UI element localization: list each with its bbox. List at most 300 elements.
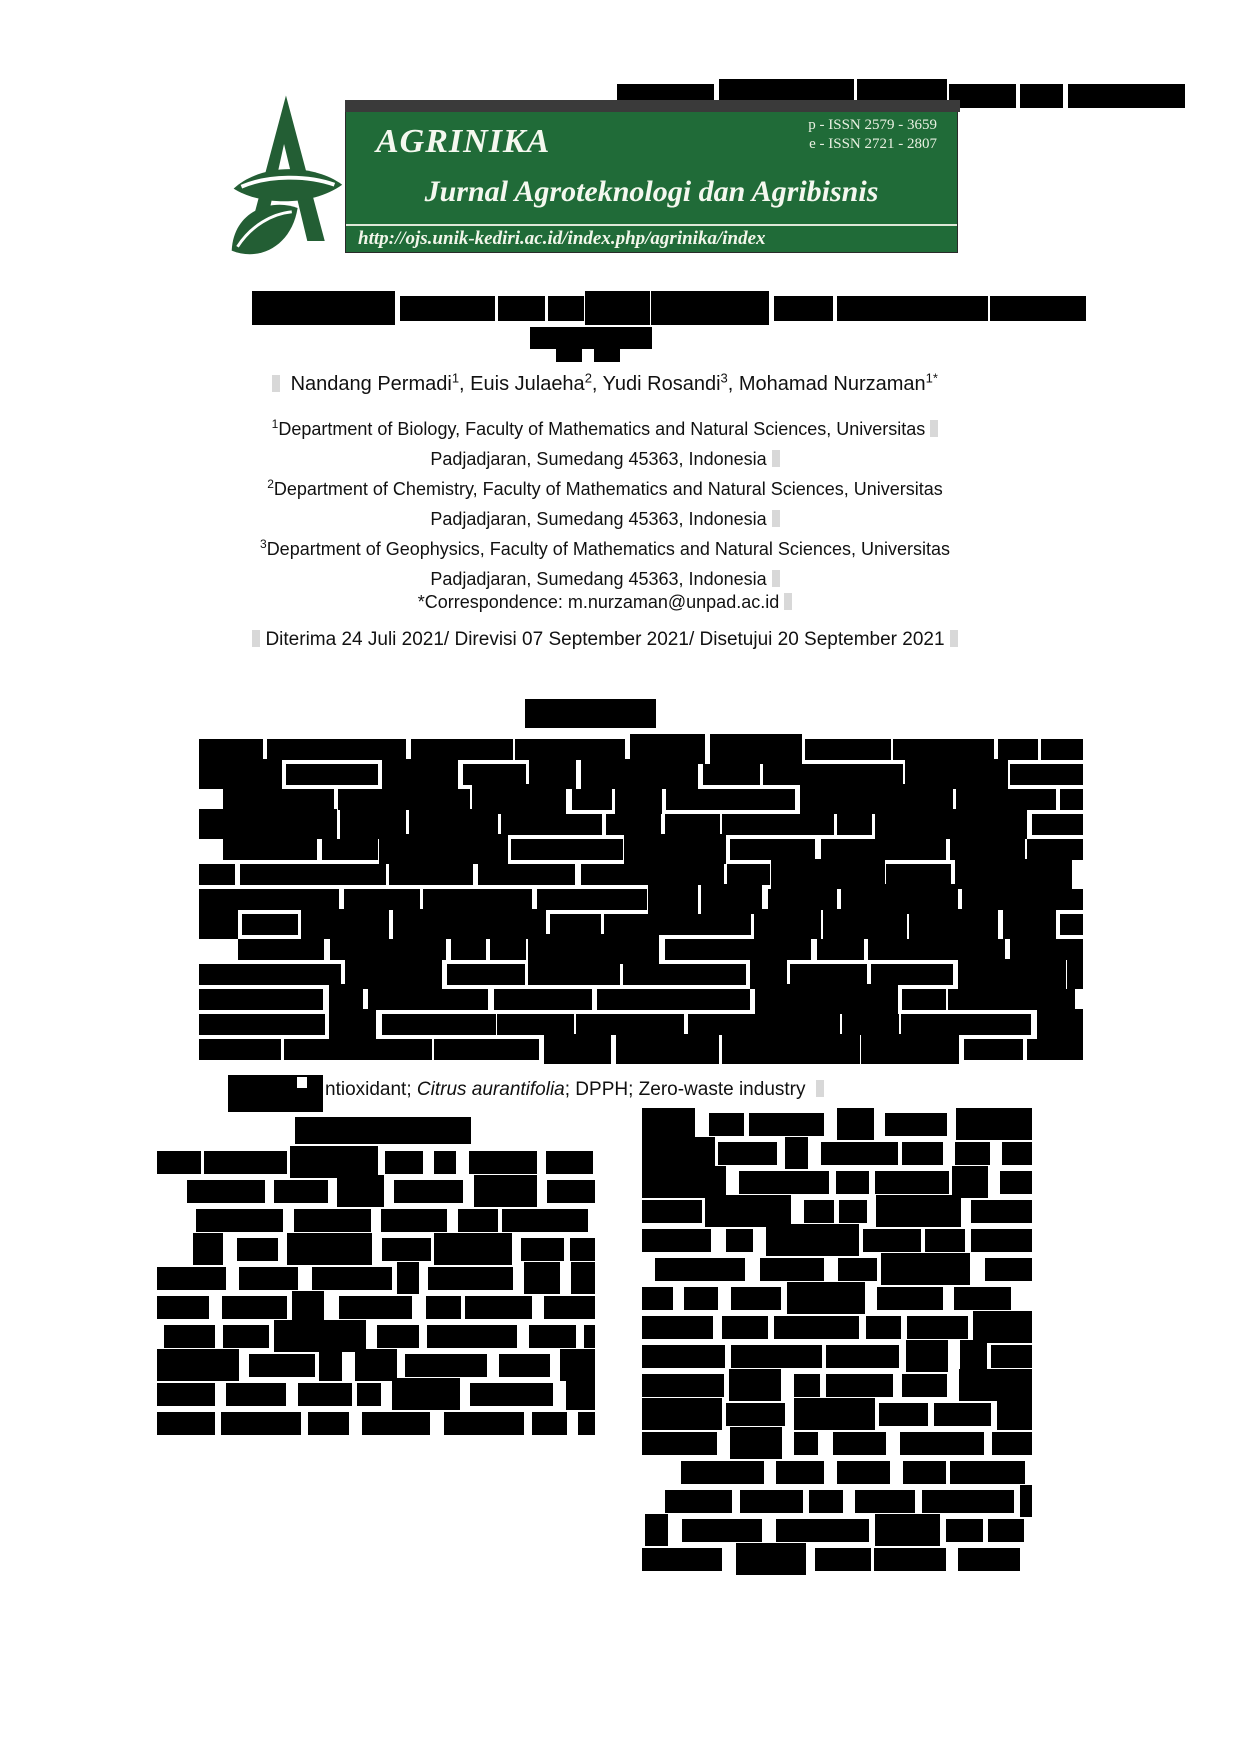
banner-top-border <box>345 100 960 112</box>
redaction-block <box>749 1113 824 1136</box>
redaction-block <box>394 1180 462 1203</box>
redaction-block <box>655 1258 745 1281</box>
redaction-gap <box>1083 789 1088 810</box>
redaction-block <box>730 1427 782 1459</box>
redaction-gap <box>1083 939 1087 960</box>
redaction-block <box>434 1151 456 1174</box>
redaction-block <box>973 1311 1032 1343</box>
redaction-block <box>763 764 903 785</box>
redaction-gap <box>695 1113 709 1136</box>
author-1: Nandang Permadi$^1$ <box>290 370 460 395</box>
redaction-gap <box>806 1548 814 1571</box>
redaction-block <box>863 1229 921 1252</box>
redaction-row <box>157 1267 595 1290</box>
redaction-block <box>1020 1485 1032 1517</box>
redaction-block <box>900 1432 984 1455</box>
redaction-block <box>204 1151 287 1174</box>
redaction-gap <box>595 1354 607 1377</box>
redaction-gap <box>524 1412 532 1435</box>
redaction-gap <box>970 1258 985 1281</box>
redaction-block <box>411 739 513 760</box>
redaction-block <box>199 864 235 885</box>
redaction-gap <box>512 1238 521 1261</box>
received-revised-accepted-dates: Diterima 24 Juli 2021/ Direvisi 07 September 2021/ Disetujui 20 September 2021 <box>150 629 1060 651</box>
redaction-block <box>790 964 867 985</box>
redaction-block <box>774 1316 859 1339</box>
redaction-gap <box>593 1151 604 1174</box>
redaction-block <box>1027 839 1082 860</box>
redaction-block <box>881 1253 970 1285</box>
redaction-row <box>199 814 1083 835</box>
redaction-block <box>292 1291 325 1323</box>
redaction-gap <box>673 1287 684 1310</box>
redaction-block <box>286 764 379 785</box>
redaction-gap <box>1083 739 1086 760</box>
redaction-block <box>490 939 527 960</box>
redaction-block <box>451 939 486 960</box>
redaction-block <box>164 1325 216 1348</box>
redaction-gap <box>215 1325 222 1348</box>
redaction-block <box>222 1296 286 1319</box>
redaction-row <box>642 1287 1032 1310</box>
redaction-block <box>385 1151 424 1174</box>
redaction-gap <box>595 1296 601 1319</box>
journal-url-row <box>346 224 957 252</box>
redaction-gap <box>419 1325 427 1348</box>
redaction-gap <box>412 1296 425 1319</box>
redaction-gap <box>1032 1142 1044 1165</box>
redaction-gap <box>791 1200 804 1223</box>
redaction-block <box>1032 814 1083 835</box>
redaction-gap <box>463 1180 474 1203</box>
redaction-block <box>1003 909 1056 939</box>
redaction-block <box>529 1325 576 1348</box>
redaction-block <box>1041 739 1083 760</box>
redaction-gap <box>517 1325 528 1348</box>
redaction-block <box>199 909 238 939</box>
redaction-block <box>833 1432 886 1455</box>
author-3-affiliation-sup: 3 <box>720 370 728 385</box>
redaction-gap <box>762 1519 777 1542</box>
redaction-block <box>393 909 546 939</box>
redaction-gap <box>1083 1014 1086 1035</box>
redaction-row <box>199 914 1083 935</box>
redaction-row <box>157 1151 595 1174</box>
redaction-gap <box>283 1209 294 1232</box>
redaction-block <box>368 989 488 1010</box>
redaction-block <box>344 889 420 910</box>
redaction-row <box>642 1403 1032 1426</box>
redaction-block <box>389 864 473 885</box>
redaction-block <box>821 1142 897 1165</box>
redaction-row <box>642 1171 1032 1194</box>
redaction-gap <box>384 1180 395 1203</box>
redaction-gap <box>157 1325 164 1348</box>
redaction-block <box>249 1354 315 1377</box>
redaction-block <box>739 1171 830 1194</box>
redaction-gap <box>943 1142 955 1165</box>
redaction-gap <box>818 1432 833 1455</box>
redaction-block <box>866 1316 901 1339</box>
redaction-block <box>731 1287 781 1310</box>
redaction-block <box>221 1412 302 1435</box>
redaction-block <box>877 1287 944 1310</box>
redaction-block <box>616 1034 719 1064</box>
redaction-block <box>550 914 601 935</box>
redaction-row <box>199 789 1083 810</box>
redaction-block <box>294 1209 371 1232</box>
keywords-line <box>325 1079 824 1101</box>
redaction-gap <box>223 1238 237 1261</box>
redaction-gap <box>1083 889 1087 910</box>
redaction-block <box>838 1258 877 1281</box>
redaction-block <box>971 1229 1032 1252</box>
redaction-gap <box>843 1490 855 1513</box>
author-1-affiliation-sup: 1 <box>451 370 460 385</box>
redaction-block <box>874 1548 946 1571</box>
redaction-block <box>604 914 750 935</box>
redaction-gap <box>668 1519 682 1542</box>
redaction-block <box>355 1349 397 1381</box>
redaction-block <box>423 889 533 910</box>
redaction-gap <box>824 1113 837 1136</box>
redaction-gap <box>230 296 252 321</box>
redaction-block <box>909 909 998 939</box>
redaction-block <box>624 834 726 864</box>
redaction-block <box>382 759 458 789</box>
redaction-gap <box>867 1200 876 1223</box>
redaction-block <box>397 1262 419 1294</box>
redaction-block <box>948 989 1076 1010</box>
redaction-block <box>903 1461 947 1484</box>
redaction-block <box>463 764 525 785</box>
redaction-block <box>606 814 661 835</box>
redaction-block <box>223 1325 270 1348</box>
redaction-block <box>731 1345 822 1368</box>
redaction-block <box>1027 1039 1083 1060</box>
redaction-block <box>665 814 720 835</box>
redaction-block <box>925 1229 965 1252</box>
redaction-gap <box>1032 1171 1045 1194</box>
redaction-block <box>434 1039 539 1060</box>
redacted-article-title-line2-tail <box>556 349 582 362</box>
redaction-block <box>223 839 318 860</box>
redaction-block <box>1010 764 1082 785</box>
redaction-row <box>642 1461 1032 1484</box>
redaction-block <box>642 1287 673 1310</box>
redaction-gap <box>984 1432 992 1455</box>
redaction-block <box>515 739 625 760</box>
redaction-gap <box>886 1432 900 1455</box>
redaction-block <box>322 839 378 860</box>
redaction-gap <box>753 1229 766 1252</box>
redaction-block <box>954 1287 1012 1310</box>
redaction-row <box>642 1374 1032 1397</box>
redaction-block <box>991 1345 1032 1368</box>
redaction-gap <box>1083 1039 1088 1060</box>
redaction-block <box>875 809 1027 839</box>
redaction-block <box>871 964 952 985</box>
redaction-block <box>330 939 447 960</box>
redaction-block <box>959 1369 1032 1401</box>
redaction-block <box>955 1142 990 1165</box>
redaction-block <box>821 839 946 860</box>
redaction-block <box>642 1137 715 1169</box>
redaction-row <box>157 1412 595 1435</box>
redaction-block <box>648 884 697 914</box>
redaction-gap <box>215 1383 226 1406</box>
redaction-block <box>427 1325 517 1348</box>
journal-logo-leaf-a-icon <box>222 92 348 260</box>
redaction-block <box>960 1340 988 1372</box>
redaction-gap <box>239 1354 249 1377</box>
redaction-block <box>876 1195 961 1227</box>
redaction-block <box>893 739 994 760</box>
redaction-block <box>962 889 1083 910</box>
redaction-row <box>199 989 1083 1010</box>
redaction-block <box>1067 959 1083 989</box>
redaction-gap <box>1032 1432 1043 1455</box>
redaction-block <box>934 1403 991 1426</box>
redaction-block <box>956 1108 1032 1140</box>
redaction-row <box>230 296 1086 321</box>
redaction-gap <box>764 1461 777 1484</box>
redaction-gap <box>642 1490 665 1513</box>
redaction-block <box>426 1296 462 1319</box>
redaction-block <box>722 1034 860 1064</box>
redaction-block <box>809 1490 843 1513</box>
redaction-block <box>377 1325 419 1348</box>
redaction-block <box>157 1349 239 1381</box>
redaction-block <box>223 789 334 810</box>
redaction-gap <box>1032 1200 1038 1223</box>
redaction-gap <box>829 1171 836 1194</box>
redaction-block <box>885 1113 946 1136</box>
redaction-block <box>239 1267 298 1290</box>
redaction-block <box>879 1403 928 1426</box>
redaction-block <box>199 1039 281 1060</box>
keyword-latin-name: Citrus aurantifolia <box>416 1079 565 1100</box>
redacted-article-title-line2 <box>530 327 652 349</box>
affiliation-line: Padjadjaran, Sumedang 45363, Indonesia <box>150 442 1060 472</box>
redaction-block <box>754 909 821 939</box>
redaction-block <box>290 1146 378 1178</box>
redaction-gap <box>777 1142 786 1165</box>
redaction-block <box>955 859 1072 889</box>
redaction-gap <box>419 1267 428 1290</box>
redaction-gap <box>782 1432 794 1455</box>
redaction-gap <box>1032 1113 1047 1136</box>
redaction-row <box>642 1548 1032 1571</box>
redaction-block <box>837 296 988 321</box>
redacted-left-column-text <box>157 1151 595 1441</box>
affiliation-line: Padjadjaran, Sumedang 45363, Indonesia <box>150 502 1060 532</box>
redaction-gap <box>423 1151 433 1174</box>
redaction-gap <box>1083 964 1088 985</box>
redaction-block <box>901 1014 1031 1035</box>
redaction-block <box>726 1403 785 1426</box>
redaction-gap <box>824 1461 837 1484</box>
redaction-block <box>405 1354 487 1377</box>
redaction-block <box>193 1233 223 1265</box>
redaction-block <box>308 1412 349 1435</box>
redaction-block <box>817 939 864 960</box>
redaction-gap <box>1032 1258 1036 1281</box>
redaction-block <box>392 1378 460 1410</box>
redaction-gap <box>732 1490 740 1513</box>
redaction-block <box>470 1383 553 1406</box>
redaction-gap <box>576 1325 584 1348</box>
redaction-block <box>902 989 945 1010</box>
redaction-block <box>997 1398 1032 1430</box>
redaction-block <box>560 1349 595 1381</box>
redaction-block <box>585 291 650 325</box>
redaction-block <box>267 739 406 760</box>
redaction-block <box>312 1267 392 1290</box>
redaction-row <box>642 1258 1032 1281</box>
redaction-block <box>494 989 592 1010</box>
redaction-block <box>329 1009 377 1039</box>
redaction-row <box>642 1345 1032 1368</box>
redaction-gap <box>859 1316 866 1339</box>
redaction-block <box>701 884 762 914</box>
redaction-block <box>736 1543 806 1575</box>
redaction-block <box>902 1374 947 1397</box>
redaction-row <box>157 1238 595 1261</box>
redaction-block <box>357 1383 381 1406</box>
redaction-block <box>826 1374 893 1397</box>
redaction-block <box>157 1383 215 1406</box>
redaction-block <box>571 1262 595 1294</box>
redaction-block <box>837 1108 875 1140</box>
redaction-block <box>528 964 619 985</box>
redaction-block <box>946 1519 983 1542</box>
redaction-block <box>645 1514 668 1546</box>
redaction-block <box>709 1113 744 1136</box>
redaction-gap <box>947 1374 959 1397</box>
redaction-block <box>815 1548 872 1571</box>
redaction-gap <box>447 1209 458 1232</box>
correspondence-email[interactable]: *Correspondence: m.nurzaman@unpad.ac.id <box>150 592 1060 613</box>
redaction-block <box>382 1238 431 1261</box>
redaction-gap <box>342 1354 355 1377</box>
redaction-gap <box>824 1258 838 1281</box>
redaction-block <box>544 1296 595 1319</box>
redaction-block <box>237 1238 278 1261</box>
redaction-block <box>774 296 833 321</box>
redaction-block <box>548 296 583 321</box>
redaction-block <box>226 1383 287 1406</box>
redaction-gap <box>1032 1316 1036 1339</box>
redaction-row <box>199 839 1083 860</box>
redaction-block <box>794 1374 820 1397</box>
redaction-block <box>964 1039 1023 1060</box>
redaction-block <box>740 1490 804 1513</box>
redaction-block <box>665 1490 732 1513</box>
redaction-block <box>497 1014 574 1035</box>
redaction-block <box>718 1142 776 1165</box>
redaction-gap <box>157 1180 187 1203</box>
redaction-row <box>199 739 1083 760</box>
redaction-gap <box>1083 814 1085 835</box>
redaction-block <box>382 1014 496 1035</box>
redaction-block <box>642 1200 702 1223</box>
redaction-block <box>199 809 337 839</box>
redaction-gap <box>1032 1374 1037 1397</box>
redaction-gap <box>1032 1229 1038 1252</box>
redaction-gap <box>487 1354 499 1377</box>
redaction-gap <box>948 1345 960 1368</box>
redaction-block <box>642 1345 725 1368</box>
redaction-gap <box>595 1180 609 1203</box>
redaction-gap <box>595 1412 603 1435</box>
redaction-block <box>187 1180 265 1203</box>
redaction-block <box>1068 84 1185 108</box>
redaction-block <box>339 1296 413 1319</box>
redaction-block <box>400 296 495 321</box>
redaction-gap <box>532 1296 543 1319</box>
redaction-block <box>726 1229 752 1252</box>
redaction-gap <box>869 1171 876 1194</box>
redaction-gap <box>595 1238 609 1261</box>
author-4: , Mohamad Nurzaman$^{1*}$ <box>727 370 938 395</box>
redaction-block <box>1000 1171 1032 1194</box>
redaction-gap <box>1025 1461 1031 1484</box>
journal-masthead-banner <box>345 100 958 253</box>
redaction-block <box>521 1238 564 1261</box>
affiliation-line: $^3$Department of Geophysics, Faculty of Mathematics and Natural Sciences, Universitas <box>260 537 950 559</box>
journal-url-link[interactable]: http://ojs.unik-kediri.ac.id/index.php/agrinika/index <box>358 228 766 249</box>
redaction-gap <box>785 1403 794 1426</box>
redaction-block <box>615 784 661 814</box>
redaction-gap <box>537 1151 546 1174</box>
redaction-block <box>730 839 815 860</box>
redaction-block <box>776 1519 869 1542</box>
redaction-block <box>642 1398 722 1430</box>
redaction-gap <box>1086 296 1088 321</box>
redaction-gap <box>915 1490 923 1513</box>
redaction-block <box>971 1200 1032 1223</box>
redaction-block <box>524 1262 560 1294</box>
redaction-block <box>1010 939 1083 960</box>
redaction-block <box>722 1316 768 1339</box>
redaction-gap <box>990 1142 1002 1165</box>
redaction-gap <box>265 1180 274 1203</box>
redaction-block <box>681 1461 763 1484</box>
redaction-block <box>238 939 323 960</box>
redaction-block <box>287 1233 371 1265</box>
redaction-block <box>581 864 724 885</box>
redaction-block <box>837 814 871 835</box>
redaction-gap <box>560 1267 571 1290</box>
redaction-gap <box>1072 864 1074 885</box>
redaction-block <box>532 1412 567 1435</box>
redaction-gap <box>642 1258 655 1281</box>
redaction-gap <box>381 1383 391 1406</box>
author-2: , Euis Julaeha$^2$ <box>459 370 592 395</box>
author-4-affiliation-sup: 1* <box>925 370 938 385</box>
redaction-block <box>544 1034 610 1064</box>
redaction-block <box>642 1432 717 1455</box>
redaction-gap <box>722 1548 736 1571</box>
redaction-gap <box>460 1383 470 1406</box>
redaction-block <box>597 989 750 1010</box>
redaction-gap <box>899 1345 907 1368</box>
redaction-block <box>642 1229 711 1252</box>
redaction-row <box>642 1316 1032 1339</box>
redaction-block <box>240 864 387 885</box>
redaction-block <box>992 1432 1032 1455</box>
